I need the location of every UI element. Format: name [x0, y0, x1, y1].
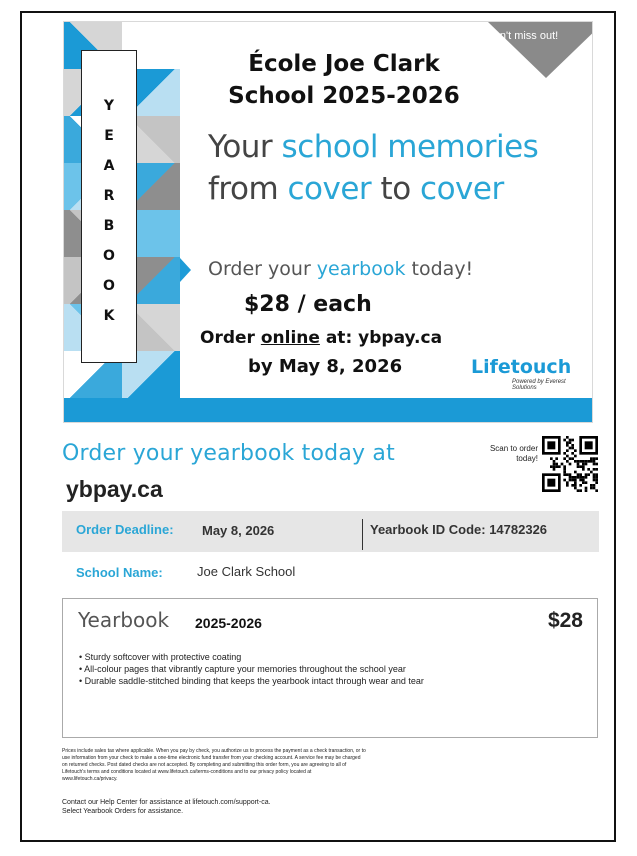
vertical-letter: O — [103, 248, 115, 264]
product-name: Yearbook — [78, 608, 170, 632]
school-title-line1: École Joe Clark — [248, 51, 440, 77]
order-today-text: Order your yearbook today! — [208, 258, 474, 280]
order-info-bar — [62, 511, 599, 552]
vertical-letter: K — [103, 308, 115, 324]
headline-text: to — [371, 171, 421, 207]
lifetouch-logo: Lifetouch — [471, 356, 572, 378]
legal-text: Prices include sales tax where applicable. When you pay by check, you authorize us to process the payment as a check transaction, or to use information from your check to make a one-time electronic fund transfer from your checking account. A service fee may be charged on returned checks. Post dated checks are not accepted. By completing and submitting this order form, you are agreeing to all of Lifetouch's terms and conditions located at www.lifetouch.ca/terms-conditions and to our privacy policy located at www.lifetouch.ca/privacy. — [62, 748, 366, 782]
product-box — [62, 598, 598, 738]
vertical-letter: Y — [103, 98, 115, 114]
order-url[interactable]: ybpay.ca — [66, 476, 163, 502]
qr-code-icon[interactable] — [541, 436, 599, 492]
feature-list — [79, 651, 424, 687]
vertical-letter: B — [103, 218, 115, 234]
school-name-value: Joe Clark School — [197, 564, 296, 579]
headline-highlight: school memories — [281, 129, 539, 165]
product-year: 2025-2026 — [195, 615, 262, 631]
vertical-letter: E — [104, 128, 114, 144]
headline — [208, 126, 588, 210]
deadline-value: May 8, 2026 — [202, 523, 275, 538]
feature-item: • Durable saddle-stitched binding that keeps the yearbook intact through wear and tear — [79, 675, 424, 687]
school-name-label: School Name: — [76, 565, 163, 580]
divider — [362, 519, 363, 550]
vertical-yearbook-label — [81, 50, 137, 363]
yearbook-flyer — [63, 21, 593, 423]
scan-instruction: Scan to order today! — [489, 444, 538, 463]
feature-item: • Sturdy softcover with protective coating — [79, 651, 424, 663]
help-line: Select Yearbook Orders for assistance. — [62, 808, 184, 815]
deadline-label: Order Deadline: — [76, 522, 174, 537]
vertical-letter: A — [103, 158, 115, 174]
school-title — [194, 48, 494, 112]
headline-highlight: cover — [420, 171, 504, 207]
yearbook-id-code: Yearbook ID Code: 14782326 — [370, 522, 548, 537]
flyer-bottom-bar — [64, 398, 593, 422]
logo-tagline: Powered by Everest Solutions — [512, 379, 566, 391]
product-price: $28 — [547, 609, 583, 632]
help-line: Contact our Help Center for assistance at lifetouch.com/support-ca. — [62, 799, 271, 806]
vertical-letter: O — [103, 278, 115, 294]
deadline-text: by May 8, 2026 — [248, 356, 403, 377]
feature-item: • All-colour pages that vibrantly capture your memories throughout the school year — [79, 663, 424, 675]
pointer-arrow-icon — [180, 258, 191, 282]
school-title-line2: School 2025-2026 — [228, 83, 460, 109]
vertical-letter: R — [103, 188, 115, 204]
ribbon-text: Don't miss out! — [485, 30, 559, 42]
price-each: $28 / each — [244, 292, 372, 317]
headline-highlight: cover — [287, 171, 372, 207]
headline-text: from — [208, 171, 288, 207]
order-online-text: Order online at: ybpay.ca — [200, 328, 443, 348]
online-link[interactable]: online — [260, 328, 320, 348]
help-text — [62, 798, 362, 816]
headline-text: Your — [208, 129, 282, 165]
order-form-heading: Order your yearbook today at — [62, 441, 395, 466]
